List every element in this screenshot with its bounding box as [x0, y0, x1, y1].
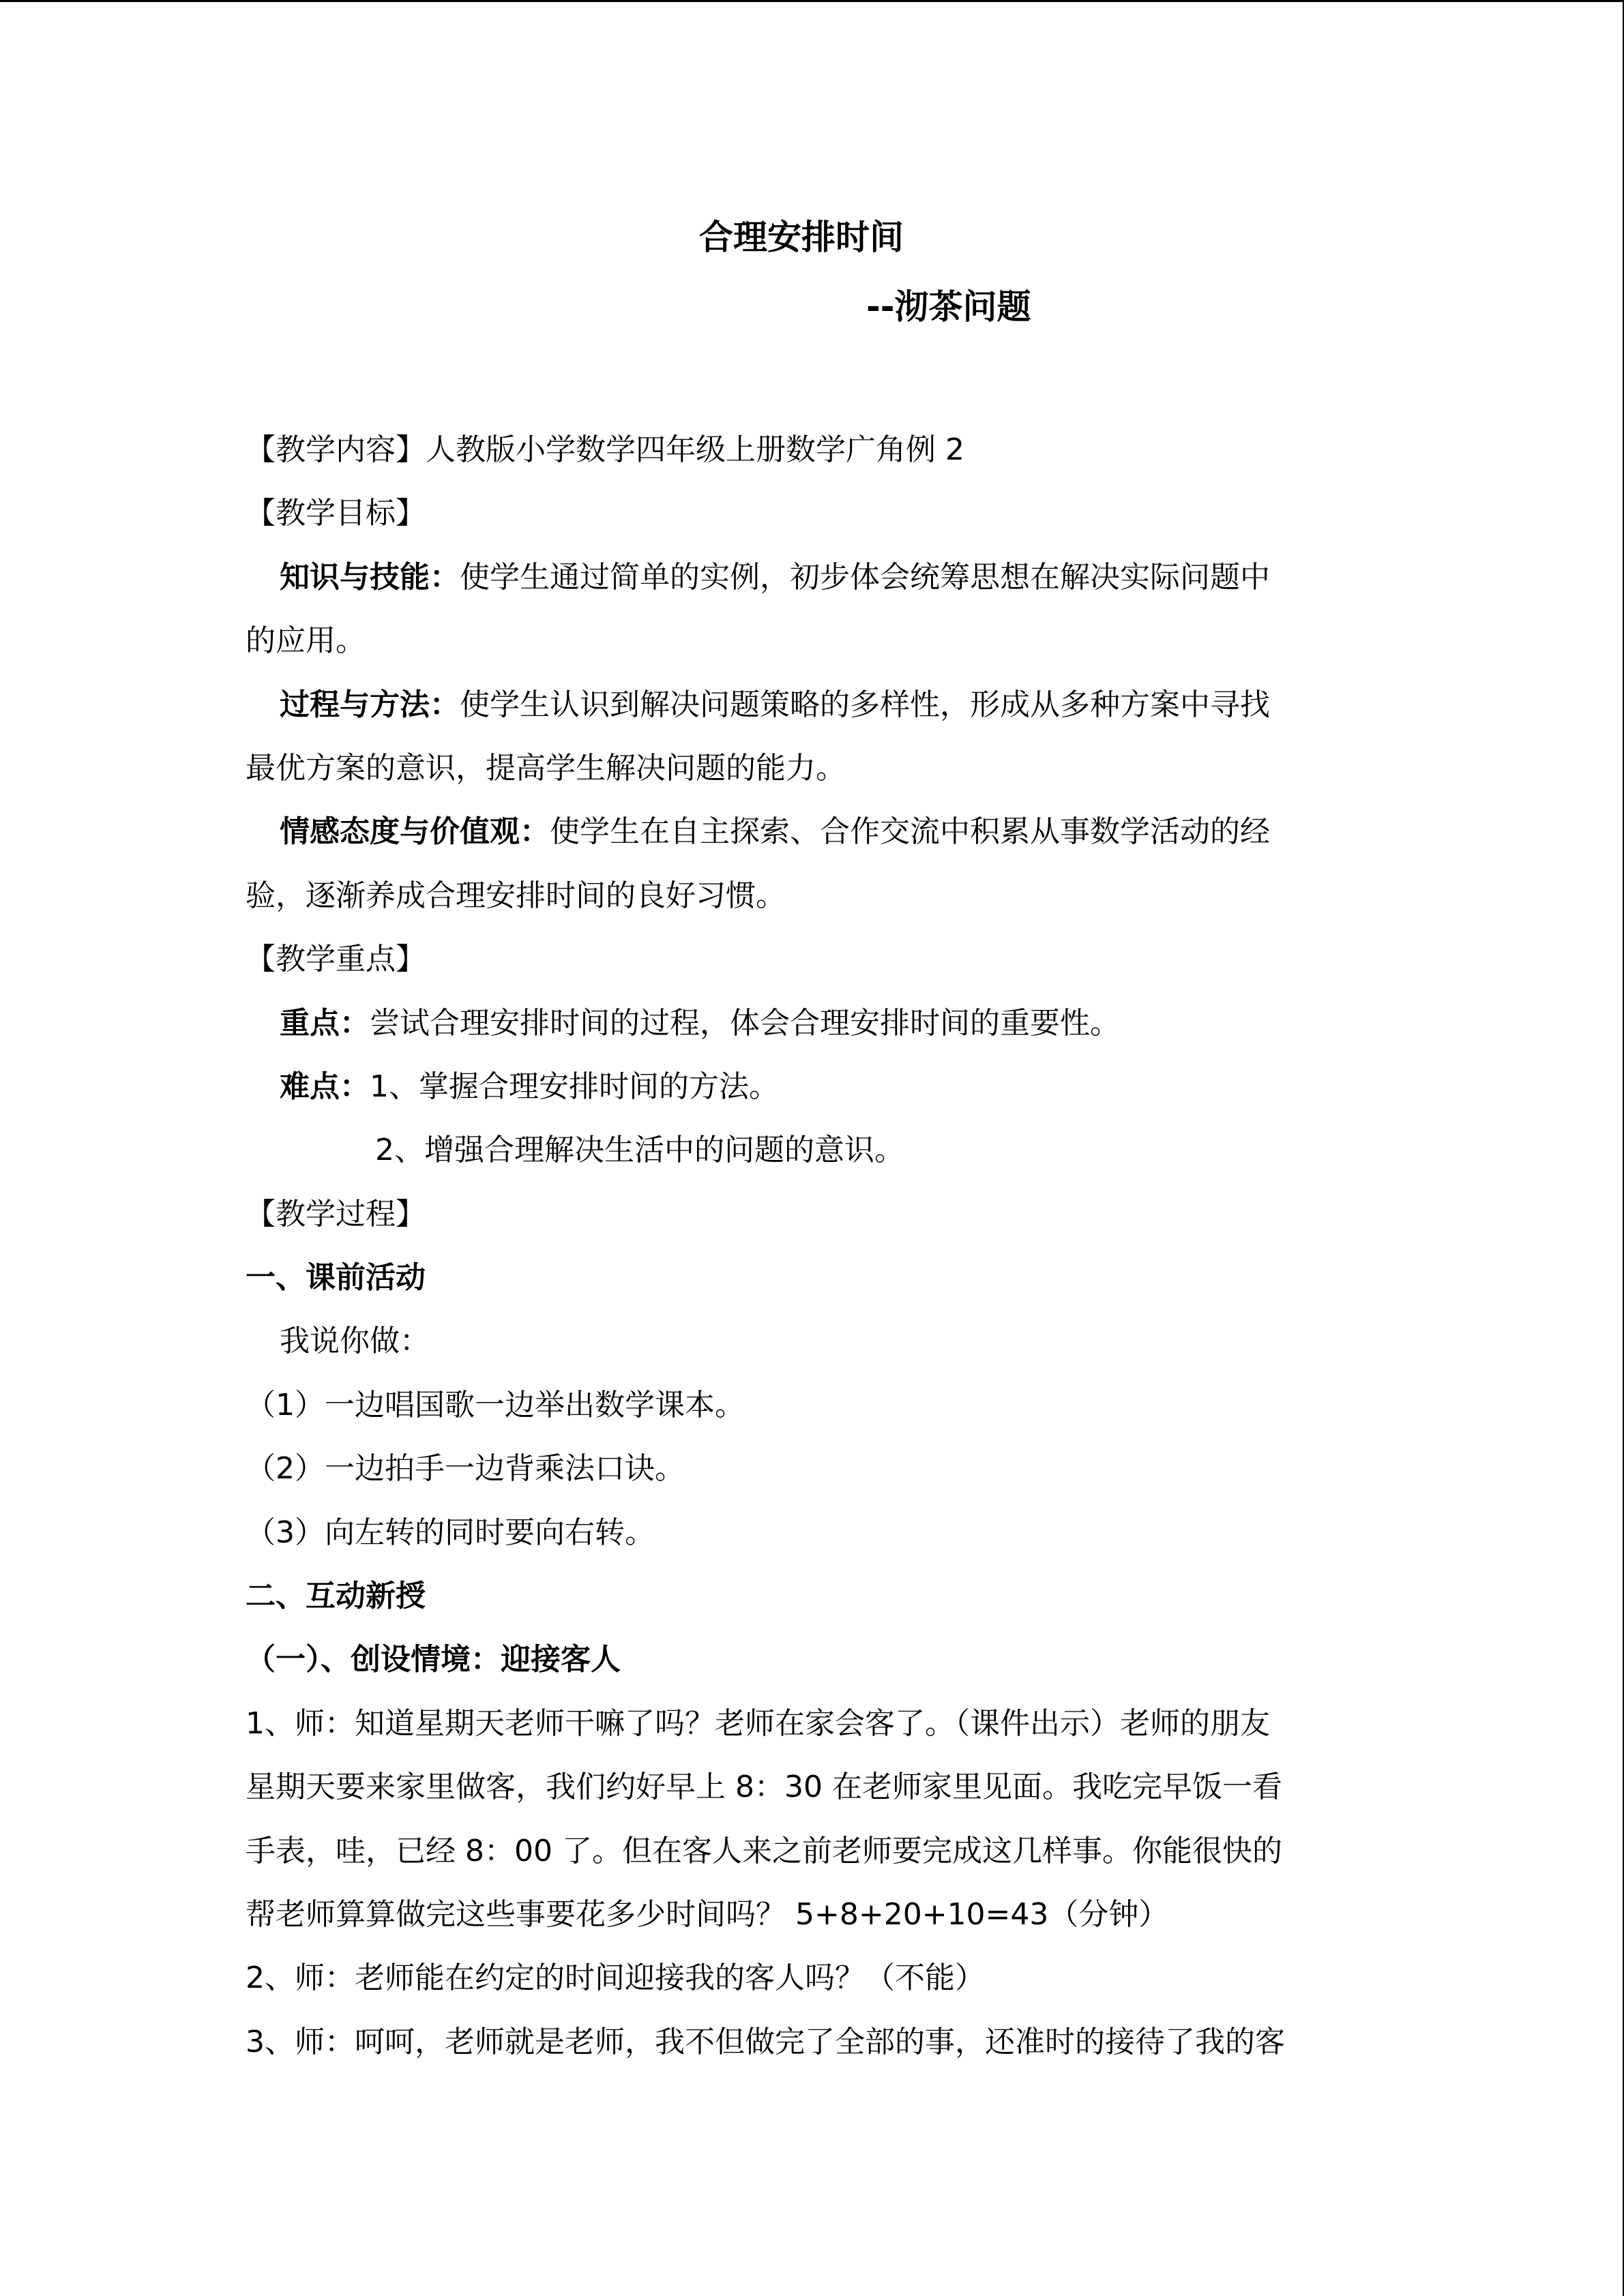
teaching-process-heading: 【教学过程】: [246, 1196, 426, 1232]
paragraph-3: 3、师：呵呵，老师就是老师，我不但做完了全部的事，还准时的接待了我的客: [246, 2024, 1285, 2059]
teaching-goals-heading: 【教学目标】: [246, 496, 426, 531]
goal-attitude-text: 使学生在自主探索、合作交流中积累从事数学活动的经: [550, 814, 1270, 850]
document-title: 合理安排时间: [699, 218, 904, 257]
paragraph-2: 2、师：老师能在约定的时间迎接我的客人吗？（不能）: [246, 1960, 985, 1996]
goal-process-line: [246, 673, 1378, 736]
teaching-content-label: 【教学内容】: [246, 432, 426, 467]
paragraph-1-line-4: 帮老师算算做完这些事要花多少时间吗？ 5+8+20+10=43（分钟）: [246, 1896, 1169, 1932]
section-1-heading: 一、课前活动: [246, 1260, 426, 1296]
section-2-heading: 二、互动新授: [246, 1579, 426, 1614]
activity-intro: 我说你做：: [280, 1324, 430, 1359]
difficulty-item-2: 2、增强合理解决生活中的问题的意识。: [375, 1133, 904, 1168]
document-subtitle: --沏茶问题: [866, 287, 1031, 327]
key-points-heading: 【教学重点】: [246, 942, 426, 977]
goal-process-label: 过程与方法：: [280, 687, 460, 722]
difficulty-line: [246, 1055, 1378, 1118]
key-point-text: 尝试合理安排时间的过程，体会合理安排时间的重要性。: [370, 1005, 1120, 1041]
activity-item-2: （2）一边拍手一边背乘法口诀。: [246, 1451, 685, 1487]
key-point-label: 重点：: [280, 1005, 370, 1041]
goal-process-continuation: 最优方案的意识，提高学生解决问题的能力。: [246, 750, 846, 786]
paragraph-1-line-1: 1、师：知道星期天老师干嘛了吗？老师在家会客了。（课件出示）老师的朋友: [246, 1705, 1270, 1741]
difficulty-item-1: 1、掌握合理安排时间的方法。: [370, 1069, 779, 1104]
paragraph-1-line-2: 星期天要来家里做客，我们约好早上 8：30 在老师家里见面。我吃完早饭一看: [246, 1770, 1282, 1805]
goal-knowledge-line: [246, 546, 1378, 609]
goal-attitude-label: 情感态度与价值观：: [280, 814, 550, 850]
goal-knowledge-text: 使学生通过简单的实例，初步体会统筹思想在解决实际问题中: [460, 559, 1270, 595]
goal-process-text: 使学生认识到解决问题策略的多样性，形成从多种方案中寻找: [460, 687, 1270, 722]
goal-attitude-continuation: 验，逐渐养成合理安排时间的良好习惯。: [246, 878, 786, 913]
difficulty-label: 难点：: [280, 1069, 370, 1104]
activity-item-3: （3）向左转的同时要向右转。: [246, 1515, 655, 1550]
teaching-content-line: [246, 418, 1378, 481]
paragraph-1-line-3: 手表，哇，已经 8：00 了。但在客人来之前老师要完成这几样事。你能很快的: [246, 1833, 1282, 1868]
key-point-line: [246, 992, 1378, 1055]
subsection-1-heading: （一）、创设情境：迎接客人: [246, 1642, 621, 1678]
goal-attitude-line: [246, 800, 1378, 863]
activity-item-1: （1）一边唱国歌一边举出数学课本。: [246, 1387, 745, 1422]
teaching-content-text: 人教版小学数学四年级上册数学广角例 2: [426, 432, 964, 467]
goal-knowledge-continuation: 的应用。: [246, 623, 366, 659]
goal-knowledge-label: 知识与技能：: [280, 559, 460, 595]
document-body: [246, 418, 1378, 2074]
